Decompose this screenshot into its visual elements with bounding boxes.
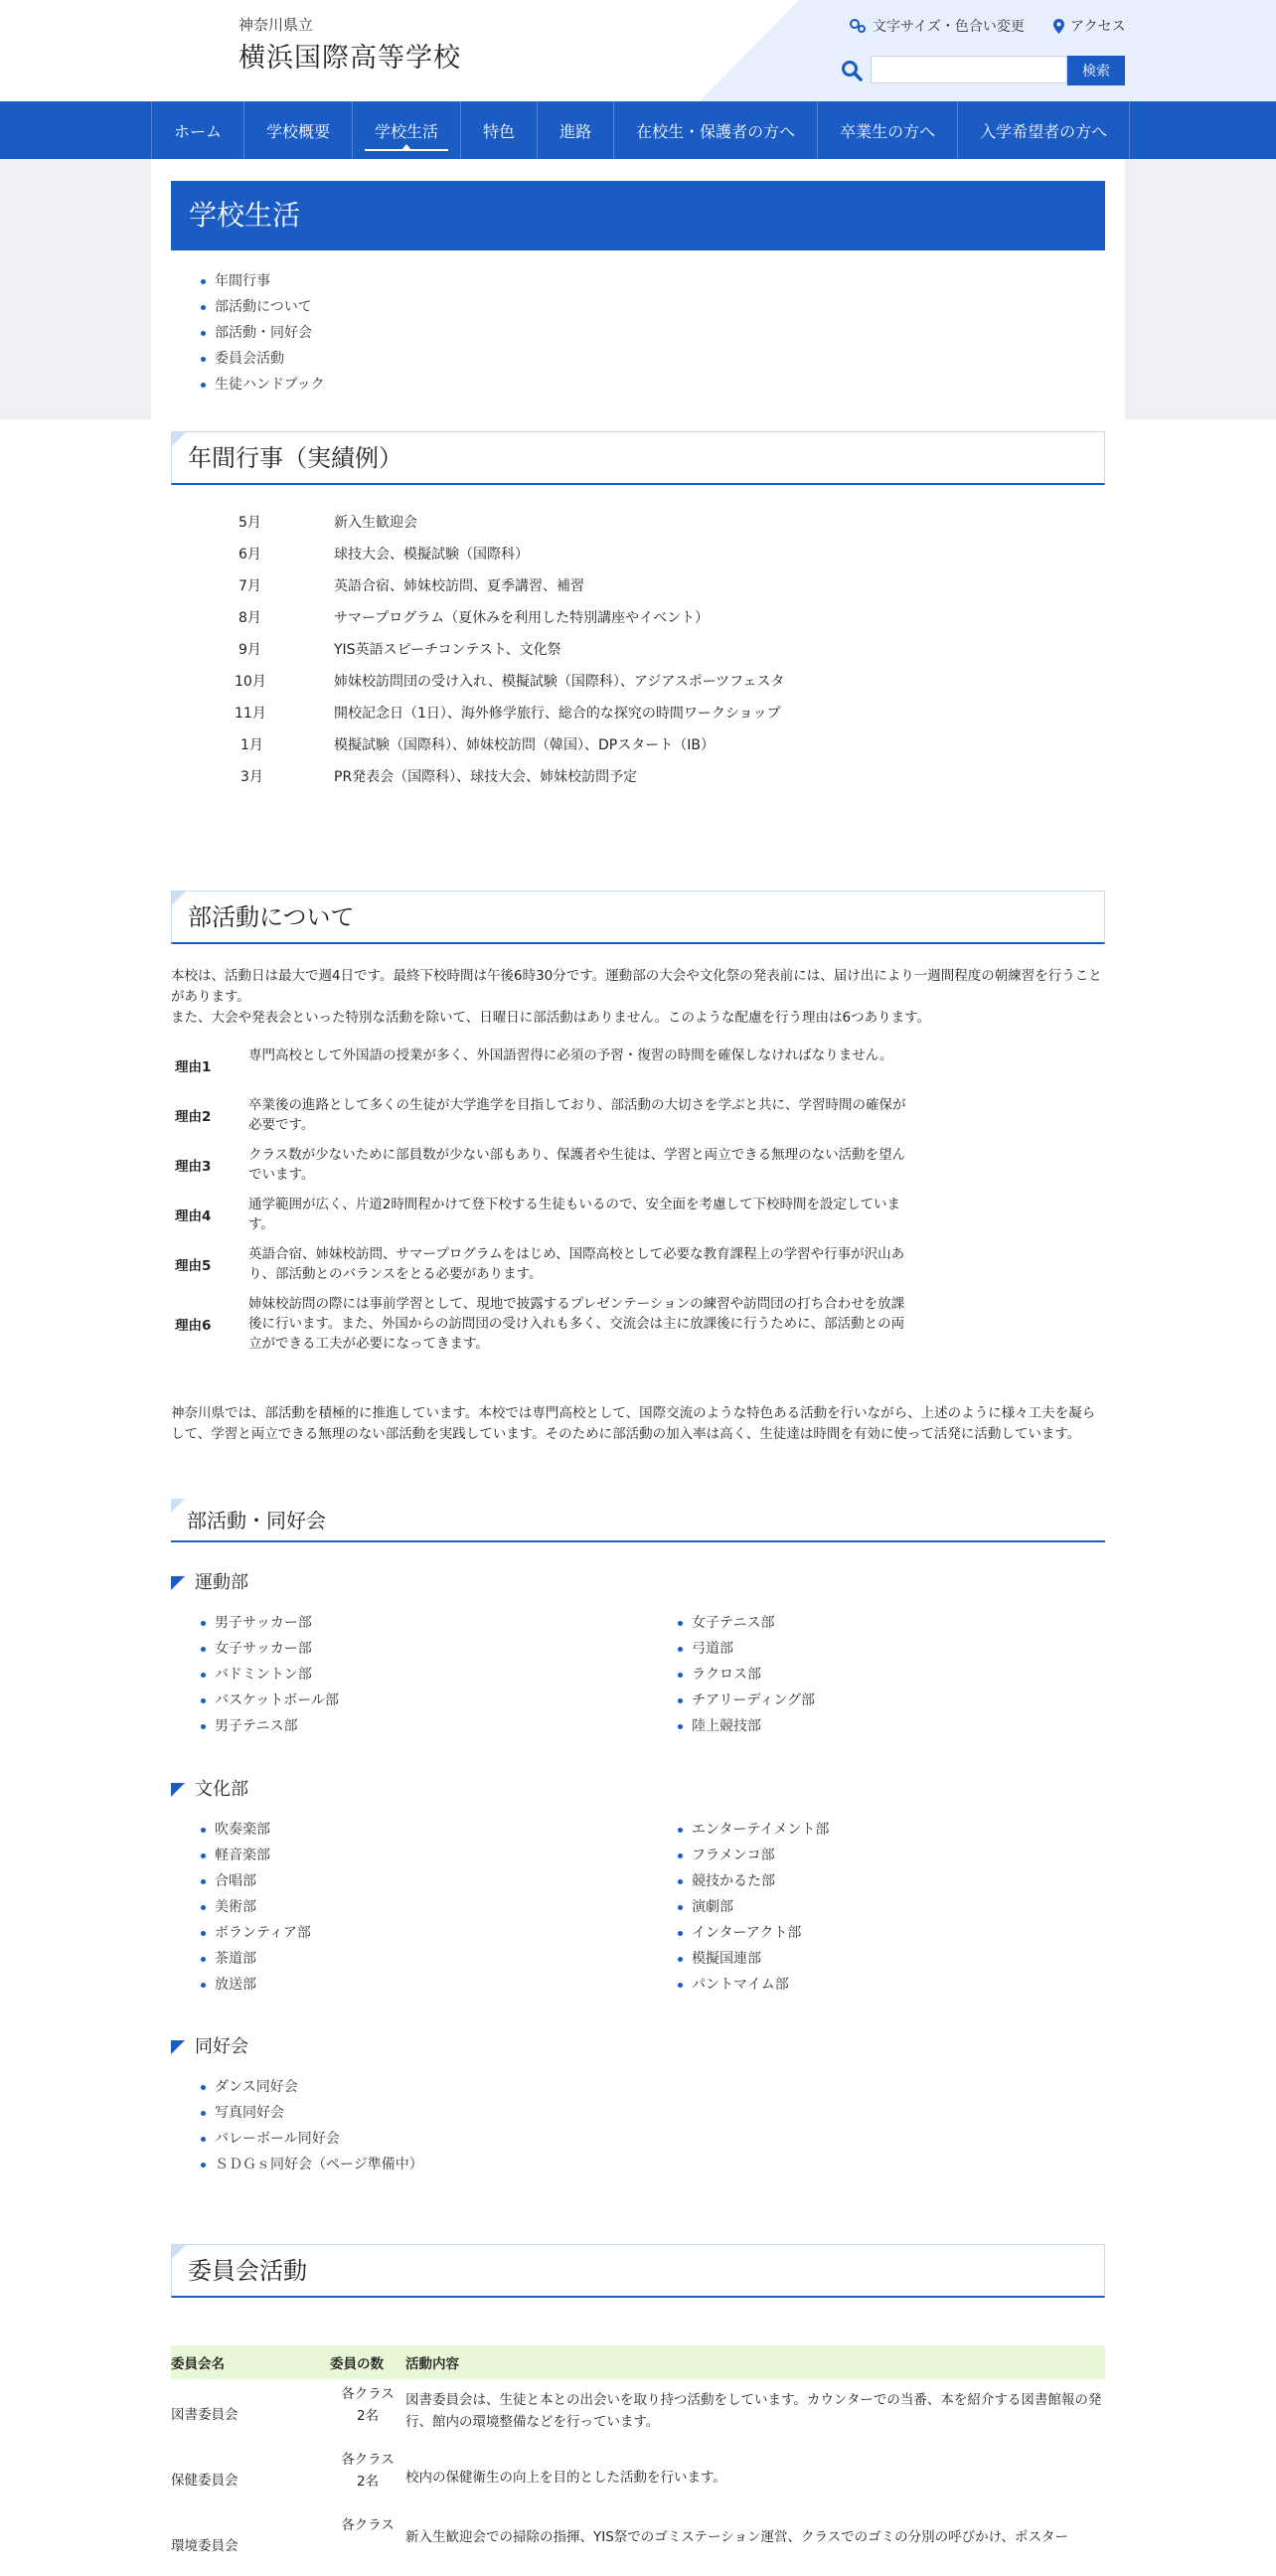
- nav-item-home[interactable]: ホーム: [151, 101, 243, 159]
- list-item: 写真同好会: [201, 2100, 423, 2126]
- event-text: 球技大会、模擬試験（国際科）: [334, 547, 529, 563]
- nav-item-school-overview[interactable]: 学校概要: [243, 101, 352, 159]
- access-link[interactable]: [1053, 16, 1126, 36]
- reason-label: 理由6: [175, 1318, 212, 1334]
- table-row: [171, 2510, 1105, 2576]
- list-item: チアリーディング部: [678, 1688, 815, 1713]
- sports-list-left: [201, 1610, 339, 1739]
- text-size-color-link[interactable]: [849, 16, 1025, 36]
- list-item: 吹奏楽部: [201, 1817, 311, 1843]
- event-text: サマープログラム（夏休みを利用した特別講座やイベント）: [334, 610, 710, 626]
- reason-text: 英語合宿、姉妹校訪問、サマープログラムをはじめ、国際高校として必要な教育課程上の学習や行事が沢山あり、部活動とのバランスをとる必要があります。: [248, 1246, 905, 1282]
- main-content: [151, 159, 1125, 2552]
- list-item: パントマイム部: [678, 1972, 829, 1998]
- reason-label: 理由4: [175, 1208, 212, 1224]
- count-line: 各クラス: [341, 2517, 395, 2533]
- committee-text: 新入生歓迎会での掃除の指揮、YIS祭でのゴミステーション運営、クラスでのゴミの分別の呼びかけ、ポスター: [405, 2529, 1069, 2545]
- event-text: 開校記念日（1日）、海外修学旅行、総合的な探究の時間ワークショップ: [334, 706, 781, 722]
- committee-count: [330, 2445, 405, 2510]
- reason-row: [171, 1046, 906, 1095]
- committee-count: [330, 2510, 405, 2576]
- committee-text: 校内の保健衛生の向上を目的とした活動を行います。: [405, 2470, 726, 2486]
- nav-item-students-parents[interactable]: 在校生・保護者の方へ: [613, 101, 817, 159]
- reason-label: 理由1: [175, 1059, 212, 1075]
- list-item: 模擬国連部: [678, 1946, 829, 1972]
- committee-name: 図書委員会: [171, 2407, 239, 2423]
- culture-list-right: [678, 1817, 829, 1998]
- toc-link-committee[interactable]: 委員会活動: [201, 346, 325, 372]
- list-item: 競技かるた部: [678, 1868, 829, 1894]
- settings-icon: [849, 18, 867, 34]
- toc-link-clubs-list[interactable]: 部活動・同好会: [201, 320, 325, 346]
- list-item: ＳＤＧｓ同好会（ページ準備中）: [201, 2152, 423, 2177]
- column-header: 活動内容: [405, 2345, 1105, 2379]
- list-item: 陸上競技部: [678, 1713, 815, 1739]
- event-month: 3月: [240, 769, 263, 785]
- list-item: フラメンコ部: [678, 1843, 829, 1868]
- reason-row: [171, 1145, 906, 1195]
- list-item: 美術部: [201, 1894, 311, 1920]
- event-month: 7月: [239, 578, 261, 594]
- section-heading-committee: 委員会活動: [171, 2244, 1105, 2298]
- search-input[interactable]: [871, 56, 1067, 83]
- prefecture-label: 神奈川県立: [239, 16, 314, 34]
- subheading-sports: 運動部: [171, 1570, 248, 1596]
- list-item: 茶道部: [201, 1946, 311, 1972]
- event-text: 英語合宿、姉妹校訪問、夏季講習、補習: [334, 578, 584, 594]
- text-size-link-label: 文字サイズ・色合い変更: [873, 19, 1025, 35]
- reason-text: 専門高校として外国語の授業が多く、外国語習得に必須の予習・復習の時間を確保しなければなりません。: [248, 1047, 893, 1063]
- event-month: 9月: [239, 642, 261, 658]
- reason-row: [171, 1195, 906, 1244]
- section-heading-clubs-about: 部活動について: [171, 890, 1105, 944]
- list-item: 女子テニス部: [678, 1610, 815, 1636]
- list-item: バレーボール同好会: [201, 2126, 423, 2152]
- site-header: [0, 0, 1276, 101]
- search-icon: [841, 60, 863, 81]
- column-header: 委員会名: [171, 2345, 330, 2379]
- list-item: 男子サッカー部: [201, 1610, 339, 1636]
- list-item: 男子テニス部: [201, 1713, 339, 1739]
- section-heading-events: 年間行事（実績例）: [171, 431, 1105, 485]
- subheading-hobby: 同好会: [171, 2034, 248, 2060]
- committee-count: [330, 2379, 405, 2445]
- nav-item-career[interactable]: 進路: [537, 101, 613, 159]
- list-item: エンターテイメント部: [678, 1817, 829, 1843]
- committee-name: 環境委員会: [171, 2538, 239, 2554]
- event-month: 6月: [239, 547, 261, 563]
- hobby-list: [201, 2074, 423, 2177]
- committee-name: 保健委員会: [171, 2473, 239, 2489]
- reason-text: 卒業後の進路として多くの生徒が大学進学を目指しており、部活動の大切さを学ぶと共に、学習時間の確保が必要です。: [248, 1097, 906, 1133]
- page-toc: [201, 268, 325, 398]
- count-line: 2名: [356, 2474, 380, 2490]
- table-header-row: [171, 2345, 1105, 2379]
- section-heading-clubs-list: 部活動・同好会: [171, 1499, 1105, 1542]
- list-item: バスケットボール部: [201, 1688, 339, 1713]
- clubs-intro-1: 本校は、活動日は最大で週4日です。最終下校時間は午後6時30分です。運動部の大会や文化祭の発表前には、届け出により一週間程度の朝練習を行うことがあります。: [171, 968, 1102, 1005]
- count-line: 各クラス: [341, 2386, 395, 2402]
- event-text: YIS英語スピーチコンテスト、文化祭: [334, 642, 561, 658]
- reason-text: クラス数が少ないために部員数が少ない部もあり、保護者や生徒は、学習と両立できる無理のない活動を望んでいます。: [248, 1147, 906, 1183]
- reason-row: [171, 1294, 906, 1364]
- search-button[interactable]: 検索: [1067, 56, 1125, 85]
- reason-label: 理由2: [175, 1109, 212, 1125]
- list-item: バドミントン部: [201, 1662, 339, 1688]
- list-item: 女子サッカー部: [201, 1636, 339, 1662]
- nav-item-applicants[interactable]: 入学希望者の方へ: [957, 101, 1130, 159]
- culture-list-left: [201, 1817, 311, 1998]
- list-item: 弓道部: [678, 1636, 815, 1662]
- reason-text: 通学範囲が広く、片道2時間程かけて登下校する生徒もいるので、安全面を考慮して下校時間を設定しています。: [248, 1197, 901, 1232]
- event-month: 10月: [235, 674, 266, 690]
- event-text: PR発表会（国際科）、球技大会、姉妹校訪問予定: [334, 769, 638, 785]
- nav-item-features[interactable]: 特色: [460, 101, 537, 159]
- page-title: 学校生活: [171, 181, 1105, 250]
- list-item: 演劇部: [678, 1894, 829, 1920]
- subheading-culture: 文化部: [171, 1777, 248, 1803]
- table-row: [171, 2445, 1105, 2510]
- toc-link-events[interactable]: 年間行事: [201, 268, 325, 294]
- reason-label: 理由3: [175, 1159, 212, 1175]
- map-pin-icon: [1053, 19, 1064, 34]
- count-line: 2名: [356, 2408, 380, 2424]
- toc-link-clubs-about[interactable]: 部活動について: [201, 294, 325, 320]
- nav-item-graduates[interactable]: 卒業生の方へ: [817, 101, 957, 159]
- school-logo-title[interactable]: 横浜国際高等学校: [239, 43, 461, 74]
- reason-row: [171, 1244, 906, 1294]
- list-item: ダンス同好会: [201, 2074, 423, 2100]
- committee-text: 図書委員会は、生徒と本との出会いを取り持つ活動をしています。カウンターでの当番、本を紹介する図書館報の発行、館内の環境整備などを行っています。: [405, 2392, 1102, 2430]
- toc-link-handbook[interactable]: 生徒ハンドブック: [201, 372, 325, 398]
- list-item: 放送部: [201, 1972, 311, 1998]
- access-link-label: アクセス: [1070, 19, 1126, 35]
- list-item: インターアクト部: [678, 1920, 829, 1946]
- event-text: 新入生歓迎会: [334, 515, 417, 531]
- event-month: 11月: [235, 706, 266, 722]
- column-header: 委員の数: [330, 2345, 405, 2379]
- reason-row: [171, 1095, 906, 1145]
- clubs-closing: 神奈川県では、部活動を積極的に推進しています。本校では専門高校として、国際交流のような特色ある活動を行いながら、上述のように様々工夫を凝らして、学習と両立できる無理のない部活動を実践しています。そのために部活動の加入率は高く、生徒達は時間を有効に使って活発に活動しています。: [171, 1405, 1096, 1442]
- reason-label: 理由5: [175, 1258, 212, 1274]
- list-item: ボランティア部: [201, 1920, 311, 1946]
- reason-text: 姉妹校訪問の際には事前学習として、現地で披露するプレゼンテーションの練習や訪問団の打ち合わせを放課後に行います。また、外国からの訪問団の受け入れも多く、交流会は主に放課後に行うために、部活動との両立ができる工夫が必要になってきます。: [248, 1296, 905, 1352]
- count-line: 各クラス: [341, 2452, 395, 2468]
- nav-item-school-life[interactable]: 学校生活: [352, 101, 460, 159]
- list-item: ラクロス部: [678, 1662, 815, 1688]
- list-item: 合唱部: [201, 1868, 311, 1894]
- event-month: 5月: [239, 515, 261, 531]
- committee-table: [171, 2345, 1105, 2576]
- table-row: [171, 2379, 1105, 2445]
- clubs-intro-2: また、大会や発表会といった特別な活動を除いて、日曜日に部活動はありません。このような配慮を行う理由は6つあります。: [171, 1010, 931, 1026]
- event-month: 1月: [240, 737, 263, 753]
- event-text: 模擬試験（国際科）、姉妹校訪問（韓国）、DPスタート（IB）: [334, 737, 715, 753]
- sports-list-right: [678, 1610, 815, 1739]
- list-item: 軽音楽部: [201, 1843, 311, 1868]
- event-month: 8月: [239, 610, 261, 626]
- event-text: 姉妹校訪問団の受け入れ、模擬試験（国際科）、アジアスポーツフェスタ: [334, 674, 785, 690]
- global-nav: [0, 101, 1276, 159]
